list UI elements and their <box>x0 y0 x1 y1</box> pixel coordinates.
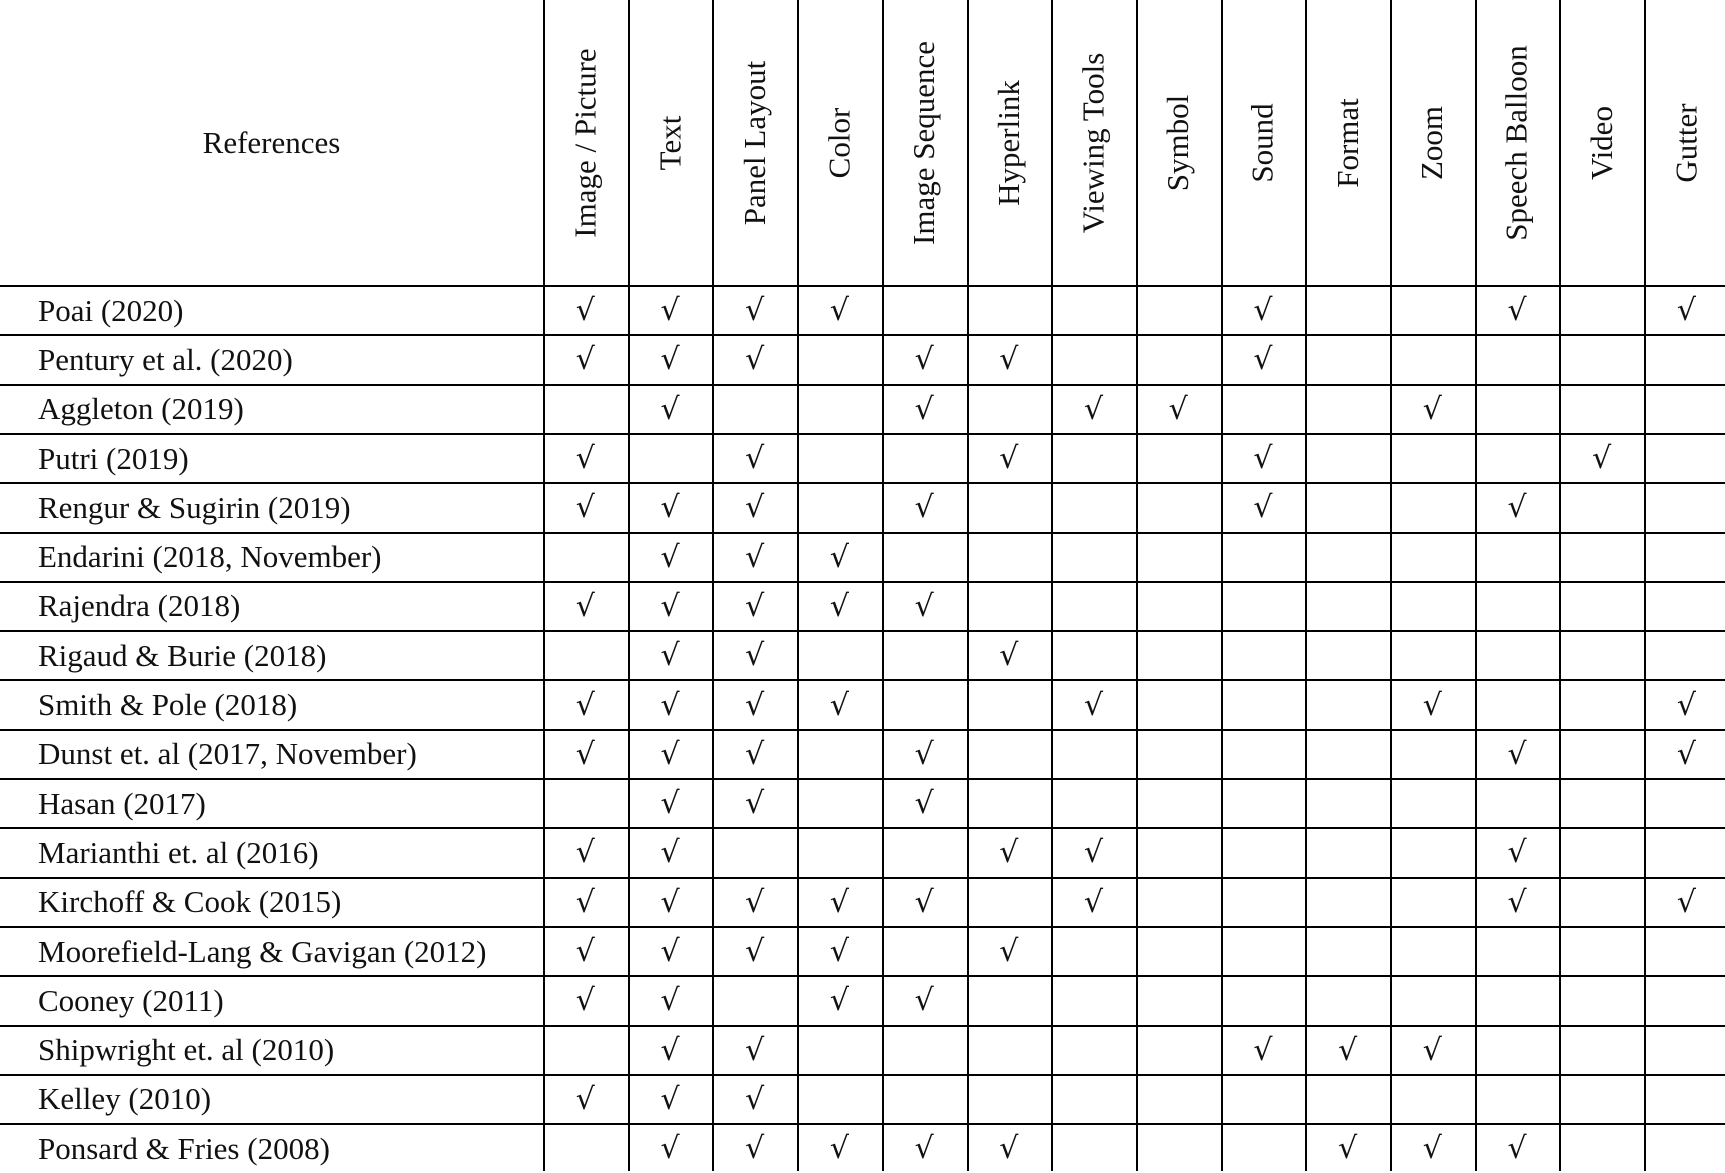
check-mark: √ <box>745 786 765 822</box>
horizontal-rule <box>0 1123 1725 1125</box>
check-mark: √ <box>914 490 934 526</box>
reference-cell: Hasan (2017) <box>38 785 206 821</box>
check-mark: √ <box>660 342 680 378</box>
reference-cell: Smith & Pole (2018) <box>38 687 298 723</box>
check-mark: √ <box>829 1131 849 1167</box>
column-header-image-sequence <box>882 0 967 286</box>
vertical-rule <box>628 0 630 1171</box>
check-mark: √ <box>745 934 765 970</box>
check-mark: √ <box>999 1131 1019 1167</box>
check-mark: √ <box>829 687 849 723</box>
column-header-label: Image Sequence <box>906 41 942 245</box>
column-header-label: Gutter <box>1668 103 1704 183</box>
check-mark: √ <box>1253 1032 1273 1068</box>
check-mark: √ <box>1676 293 1696 329</box>
check-mark: √ <box>1422 687 1442 723</box>
column-header-image-picture <box>543 0 628 286</box>
column-header-viewing-tools <box>1051 0 1136 286</box>
vertical-rule <box>1221 0 1223 1171</box>
column-header-label: Symbol <box>1160 94 1196 192</box>
check-mark: √ <box>745 539 765 575</box>
vertical-rule <box>1136 0 1138 1171</box>
horizontal-rule <box>0 433 1725 435</box>
check-mark: √ <box>575 884 595 920</box>
check-mark: √ <box>1083 835 1104 871</box>
check-mark: √ <box>660 1032 680 1068</box>
check-mark: √ <box>745 736 765 772</box>
vertical-rule <box>1475 0 1477 1171</box>
horizontal-rule <box>0 679 1725 681</box>
check-mark: √ <box>745 1032 765 1068</box>
check-mark: √ <box>660 687 680 723</box>
check-mark: √ <box>829 884 849 920</box>
reference-cell: Kirchoff & Cook (2015) <box>38 884 342 920</box>
check-mark: √ <box>575 687 595 723</box>
check-mark: √ <box>914 1131 934 1167</box>
horizontal-rule <box>0 285 1725 287</box>
check-mark: √ <box>575 293 595 329</box>
check-mark: √ <box>914 736 934 772</box>
check-mark: √ <box>1507 884 1527 920</box>
horizontal-rule <box>0 827 1725 829</box>
check-mark: √ <box>575 1081 595 1117</box>
check-mark: √ <box>1507 1131 1527 1167</box>
check-mark: √ <box>1168 391 1188 427</box>
check-mark: √ <box>1676 736 1696 772</box>
check-mark: √ <box>575 342 595 378</box>
column-header-video <box>1559 0 1644 286</box>
check-mark: √ <box>745 342 765 378</box>
check-mark: √ <box>1338 1131 1358 1167</box>
column-header-hyperlink <box>967 0 1052 286</box>
vertical-rule <box>1644 0 1646 1171</box>
check-mark: √ <box>660 934 680 970</box>
check-mark: √ <box>575 441 595 477</box>
vertical-rule <box>1390 0 1392 1171</box>
check-mark: √ <box>1592 441 1612 477</box>
check-mark: √ <box>829 539 849 575</box>
horizontal-rule <box>0 877 1725 879</box>
vertical-rule <box>712 0 714 1171</box>
check-mark: √ <box>1507 736 1527 772</box>
check-mark: √ <box>660 884 680 920</box>
reference-cell: Ponsard & Fries (2008) <box>38 1130 330 1166</box>
check-mark: √ <box>914 588 934 624</box>
reference-cell: Pentury et al. (2020) <box>38 341 293 377</box>
reference-cell: Shipwright et. al (2010) <box>38 1032 335 1068</box>
check-mark: √ <box>914 342 934 378</box>
reference-cell: Aggleton (2019) <box>38 391 244 427</box>
check-mark: √ <box>745 638 765 674</box>
check-mark: √ <box>745 293 765 329</box>
horizontal-rule <box>0 482 1725 484</box>
check-mark: √ <box>660 588 680 624</box>
reference-cell: Marianthi et. al (2016) <box>38 834 319 870</box>
check-mark: √ <box>575 736 595 772</box>
column-header-label: Video <box>1583 106 1619 180</box>
references-header: References <box>202 125 341 160</box>
check-mark: √ <box>1253 441 1273 477</box>
check-mark: √ <box>660 835 680 871</box>
check-mark: √ <box>660 490 680 526</box>
check-mark: √ <box>999 934 1019 970</box>
check-mark: √ <box>999 835 1019 871</box>
horizontal-rule <box>0 729 1725 731</box>
check-mark: √ <box>660 1131 680 1167</box>
check-mark: √ <box>745 1131 765 1167</box>
horizontal-rule <box>0 581 1725 583</box>
reference-cell: Poai (2020) <box>38 292 184 328</box>
column-header-sound <box>1221 0 1306 286</box>
horizontal-rule <box>0 1025 1725 1027</box>
check-mark: √ <box>660 293 680 329</box>
check-mark: √ <box>1253 293 1273 329</box>
check-mark: √ <box>660 1081 680 1117</box>
reference-cell: Moorefield-Lang & Gavigan (2012) <box>38 933 487 969</box>
reference-cell: Rigaud & Burie (2018) <box>38 637 327 673</box>
check-mark: √ <box>745 490 765 526</box>
check-mark: √ <box>660 786 680 822</box>
check-mark: √ <box>575 490 595 526</box>
check-mark: √ <box>1422 391 1442 427</box>
vertical-rule <box>1051 0 1053 1171</box>
check-mark: √ <box>1507 835 1527 871</box>
column-header-label: Zoom <box>1414 105 1450 181</box>
check-mark: √ <box>999 638 1019 674</box>
horizontal-rule <box>0 778 1725 780</box>
horizontal-rule <box>0 926 1725 928</box>
vertical-rule <box>1559 0 1561 1171</box>
check-mark: √ <box>914 391 934 427</box>
check-mark: √ <box>660 736 680 772</box>
check-mark: √ <box>914 786 934 822</box>
horizontal-rule <box>0 975 1725 977</box>
check-mark: √ <box>660 391 680 427</box>
horizontal-rule <box>0 532 1725 534</box>
check-mark: √ <box>1083 391 1104 427</box>
reference-cell: Cooney (2011) <box>38 982 224 1018</box>
column-header-label: Speech Balloon <box>1499 45 1535 241</box>
column-header-panel-layout <box>712 0 797 286</box>
check-mark: √ <box>829 983 849 1019</box>
check-mark: √ <box>1422 1131 1442 1167</box>
check-mark: √ <box>575 983 595 1019</box>
vertical-rule <box>967 0 969 1171</box>
check-mark: √ <box>1083 884 1104 920</box>
check-mark: √ <box>1676 687 1696 723</box>
vertical-rule <box>797 0 799 1171</box>
column-header-label: Hyperlink <box>990 80 1026 206</box>
check-mark: √ <box>999 342 1019 378</box>
column-header-color <box>797 0 882 286</box>
column-header-symbol <box>1136 0 1221 286</box>
vertical-rule <box>543 0 545 1171</box>
check-mark: √ <box>745 884 765 920</box>
check-mark: √ <box>575 835 595 871</box>
check-mark: √ <box>914 884 934 920</box>
check-mark: √ <box>829 588 849 624</box>
check-mark: √ <box>745 1081 765 1117</box>
check-mark: √ <box>1507 490 1527 526</box>
check-mark: √ <box>660 638 680 674</box>
check-mark: √ <box>1338 1032 1358 1068</box>
reference-cell: Dunst et. al (2017, November) <box>38 736 417 772</box>
check-mark: √ <box>1253 342 1273 378</box>
reference-cell: Putri (2019) <box>38 440 189 476</box>
check-mark: √ <box>745 588 765 624</box>
check-mark: √ <box>660 539 680 575</box>
check-mark: √ <box>660 983 680 1019</box>
check-mark: √ <box>745 687 765 723</box>
reference-cell: Rajendra (2018) <box>38 588 241 624</box>
horizontal-rule <box>0 384 1725 386</box>
column-header-label: Viewing Tools <box>1075 52 1111 234</box>
column-header-format <box>1305 0 1390 286</box>
vertical-rule <box>1305 0 1307 1171</box>
check-mark: √ <box>1253 490 1273 526</box>
check-mark: √ <box>745 441 765 477</box>
vertical-rule <box>882 0 884 1171</box>
reference-cell: Kelley (2010) <box>38 1081 212 1117</box>
column-header-speech-balloon <box>1475 0 1560 286</box>
horizontal-rule <box>0 334 1725 336</box>
horizontal-rule <box>0 1074 1725 1076</box>
check-mark: √ <box>914 983 934 1019</box>
check-mark: √ <box>829 293 849 329</box>
column-header-zoom <box>1390 0 1475 286</box>
column-header-label: Color <box>821 107 857 179</box>
check-mark: √ <box>829 934 849 970</box>
column-header-label: Sound <box>1244 103 1280 183</box>
column-header-label: Text <box>652 115 688 171</box>
check-mark: √ <box>1422 1032 1442 1068</box>
check-mark: √ <box>575 588 595 624</box>
column-header-label: Image / Picture <box>567 48 603 238</box>
horizontal-rule <box>0 630 1725 632</box>
check-mark: √ <box>1083 687 1104 723</box>
check-mark: √ <box>575 934 595 970</box>
column-header-gutter <box>1644 0 1725 286</box>
reference-cell: Rengur & Sugirin (2019) <box>38 489 351 525</box>
column-header-label: Format <box>1329 98 1365 188</box>
column-header-label: Panel Layout <box>736 60 772 226</box>
check-mark: √ <box>1507 293 1527 329</box>
reference-cell: Endarini (2018, November) <box>38 539 382 575</box>
check-mark: √ <box>999 441 1019 477</box>
column-header-text <box>628 0 713 286</box>
check-mark: √ <box>1676 884 1696 920</box>
